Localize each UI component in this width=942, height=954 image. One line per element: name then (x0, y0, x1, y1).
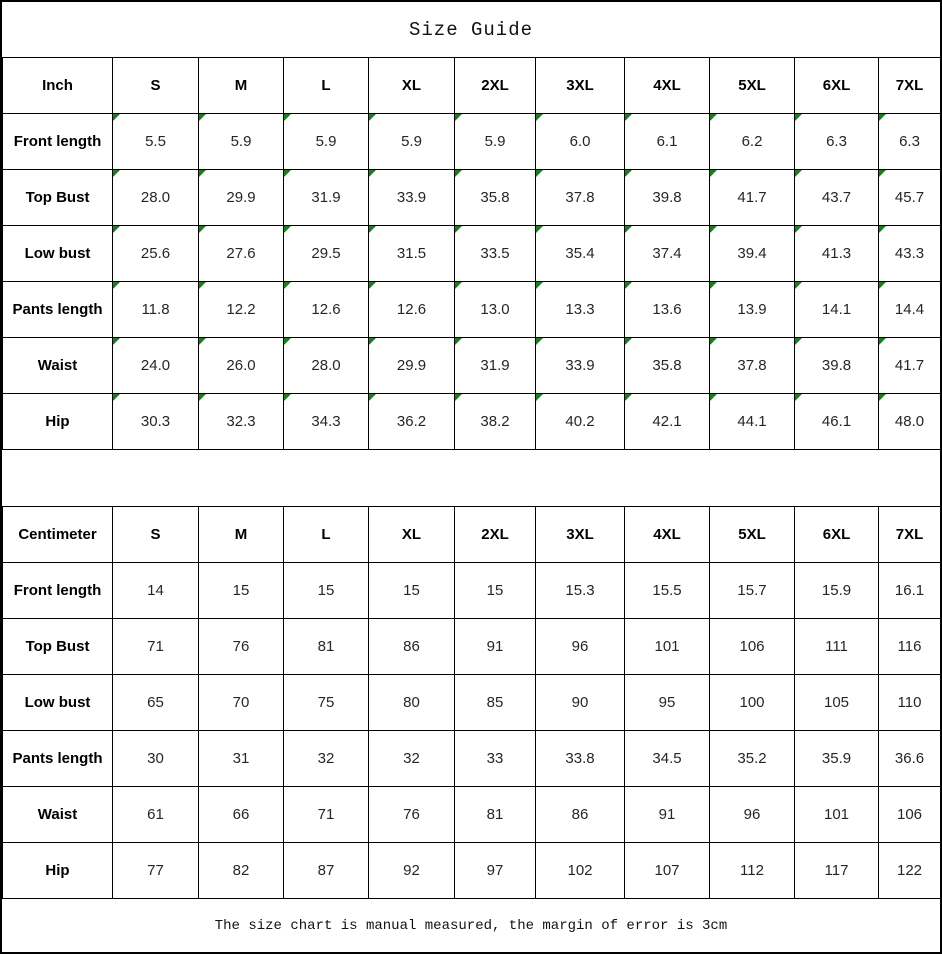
green-corner-flag-icon (369, 282, 376, 289)
value-cell: 34.3 (284, 394, 369, 450)
value-cell: 65 (113, 675, 199, 731)
value-cell: 37.8 (710, 338, 795, 394)
row-label-cell: Waist (3, 338, 113, 394)
green-corner-flag-icon (113, 114, 120, 121)
value-cell: 29.9 (369, 338, 455, 394)
value-cell: 35.8 (625, 338, 710, 394)
green-corner-flag-icon (625, 394, 632, 401)
green-corner-flag-icon (199, 170, 206, 177)
green-corner-flag-icon (113, 394, 120, 401)
size-column-header: 3XL (536, 507, 625, 563)
green-corner-flag-icon (284, 282, 291, 289)
value-cell: 41.3 (795, 226, 879, 282)
green-corner-flag-icon (113, 282, 120, 289)
green-corner-flag-icon (710, 282, 717, 289)
value-cell: 86 (369, 619, 455, 675)
value-cell: 27.6 (199, 226, 284, 282)
green-corner-flag-icon (113, 338, 120, 345)
value-cell: 14 (113, 563, 199, 619)
value-cell: 42.1 (625, 394, 710, 450)
size-column-header: 7XL (879, 507, 941, 563)
measurement-row (3, 282, 941, 338)
value-cell: 48.0 (879, 394, 941, 450)
measurement-row (3, 787, 941, 843)
green-corner-flag-icon (284, 226, 291, 233)
green-corner-flag-icon (536, 114, 543, 121)
green-corner-flag-icon (710, 226, 717, 233)
value-cell: 90 (536, 675, 625, 731)
green-corner-flag-icon (536, 282, 543, 289)
value-cell: 96 (536, 619, 625, 675)
green-corner-flag-icon (455, 114, 462, 121)
green-corner-flag-icon (879, 282, 886, 289)
green-corner-flag-icon (369, 114, 376, 121)
value-cell: 33 (455, 731, 536, 787)
row-label-cell: Low bust (3, 226, 113, 282)
value-cell: 29.5 (284, 226, 369, 282)
value-cell: 15.7 (710, 563, 795, 619)
green-corner-flag-icon (455, 170, 462, 177)
value-cell: 43.3 (879, 226, 941, 282)
value-cell: 15.5 (625, 563, 710, 619)
value-cell: 40.2 (536, 394, 625, 450)
value-cell: 116 (879, 619, 941, 675)
value-cell: 13.3 (536, 282, 625, 338)
green-corner-flag-icon (710, 338, 717, 345)
row-label-cell: Hip (3, 843, 113, 899)
value-cell: 31.9 (284, 170, 369, 226)
value-cell: 5.5 (113, 114, 199, 170)
value-cell: 101 (795, 787, 879, 843)
measurement-row (3, 338, 941, 394)
value-cell: 5.9 (369, 114, 455, 170)
size-column-header: 4XL (625, 58, 710, 114)
value-cell: 36.6 (879, 731, 941, 787)
page-title: Size Guide (408, 18, 534, 41)
value-cell: 38.2 (455, 394, 536, 450)
value-cell: 82 (199, 843, 284, 899)
value-cell: 28.0 (284, 338, 369, 394)
green-corner-flag-icon (710, 170, 717, 177)
value-cell: 16.1 (879, 563, 941, 619)
centimeter-size-table (2, 506, 941, 899)
value-cell: 102 (536, 843, 625, 899)
size-column-header: XL (369, 507, 455, 563)
value-cell: 6.1 (625, 114, 710, 170)
value-cell: 6.0 (536, 114, 625, 170)
value-cell: 6.3 (795, 114, 879, 170)
value-cell: 34.5 (625, 731, 710, 787)
value-cell: 111 (795, 619, 879, 675)
green-corner-flag-icon (369, 338, 376, 345)
value-cell: 30 (113, 731, 199, 787)
green-corner-flag-icon (625, 338, 632, 345)
row-label-cell: Top Bust (3, 170, 113, 226)
value-cell: 35.2 (710, 731, 795, 787)
value-cell: 32 (369, 731, 455, 787)
size-column-header: 4XL (625, 507, 710, 563)
green-corner-flag-icon (625, 170, 632, 177)
value-cell: 35.8 (455, 170, 536, 226)
value-cell: 12.6 (369, 282, 455, 338)
value-cell: 71 (113, 619, 199, 675)
value-cell: 13.9 (710, 282, 795, 338)
size-column-header: 3XL (536, 58, 625, 114)
measurement-row (3, 394, 941, 450)
green-corner-flag-icon (284, 170, 291, 177)
value-cell: 31.5 (369, 226, 455, 282)
size-header-row (3, 58, 941, 114)
value-cell: 26.0 (199, 338, 284, 394)
value-cell: 110 (879, 675, 941, 731)
row-label-cell: Front length (3, 563, 113, 619)
value-cell: 61 (113, 787, 199, 843)
value-cell: 29.9 (199, 170, 284, 226)
green-corner-flag-icon (795, 282, 802, 289)
value-cell: 76 (369, 787, 455, 843)
value-cell: 101 (625, 619, 710, 675)
row-label-cell: Hip (3, 394, 113, 450)
green-corner-flag-icon (795, 338, 802, 345)
value-cell: 75 (284, 675, 369, 731)
value-cell: 112 (710, 843, 795, 899)
value-cell: 13.0 (455, 282, 536, 338)
value-cell: 107 (625, 843, 710, 899)
size-column-header: M (199, 507, 284, 563)
green-corner-flag-icon (199, 338, 206, 345)
value-cell: 87 (284, 843, 369, 899)
green-corner-flag-icon (879, 170, 886, 177)
green-corner-flag-icon (625, 226, 632, 233)
value-cell: 91 (625, 787, 710, 843)
row-label-cell: Top Bust (3, 619, 113, 675)
value-cell: 85 (455, 675, 536, 731)
value-cell: 14.1 (795, 282, 879, 338)
green-corner-flag-icon (536, 226, 543, 233)
value-cell: 5.9 (199, 114, 284, 170)
value-cell: 32.3 (199, 394, 284, 450)
value-cell: 39.8 (795, 338, 879, 394)
table-gap (2, 450, 940, 506)
size-column-header: S (113, 58, 199, 114)
green-corner-flag-icon (369, 394, 376, 401)
green-corner-flag-icon (199, 226, 206, 233)
value-cell: 106 (879, 787, 941, 843)
value-cell: 37.4 (625, 226, 710, 282)
value-cell: 14.4 (879, 282, 941, 338)
size-column-header: L (284, 507, 369, 563)
value-cell: 45.7 (879, 170, 941, 226)
size-column-header: 6XL (795, 507, 879, 563)
value-cell: 117 (795, 843, 879, 899)
value-cell: 81 (455, 787, 536, 843)
measurement-row (3, 114, 941, 170)
value-cell: 106 (710, 619, 795, 675)
size-header-row (3, 507, 941, 563)
green-corner-flag-icon (710, 394, 717, 401)
value-cell: 33.5 (455, 226, 536, 282)
green-corner-flag-icon (625, 282, 632, 289)
row-label-cell: Low bust (3, 675, 113, 731)
value-cell: 33.9 (369, 170, 455, 226)
green-corner-flag-icon (879, 394, 886, 401)
green-corner-flag-icon (369, 170, 376, 177)
measurement-row (3, 563, 941, 619)
green-corner-flag-icon (455, 394, 462, 401)
value-cell: 30.3 (113, 394, 199, 450)
value-cell: 86 (536, 787, 625, 843)
green-corner-flag-icon (284, 338, 291, 345)
green-corner-flag-icon (879, 338, 886, 345)
measurement-row (3, 226, 941, 282)
value-cell: 35.9 (795, 731, 879, 787)
green-corner-flag-icon (710, 114, 717, 121)
size-column-header: 6XL (795, 58, 879, 114)
value-cell: 39.4 (710, 226, 795, 282)
green-corner-flag-icon (625, 114, 632, 121)
value-cell: 100 (710, 675, 795, 731)
value-cell: 80 (369, 675, 455, 731)
green-corner-flag-icon (795, 226, 802, 233)
unit-header-cell: Inch (3, 58, 113, 114)
value-cell: 31 (199, 731, 284, 787)
measurement-row (3, 619, 941, 675)
value-cell: 12.6 (284, 282, 369, 338)
green-corner-flag-icon (369, 226, 376, 233)
value-cell: 77 (113, 843, 199, 899)
green-corner-flag-icon (879, 226, 886, 233)
value-cell: 35.4 (536, 226, 625, 282)
value-cell: 11.8 (113, 282, 199, 338)
green-corner-flag-icon (199, 282, 206, 289)
green-corner-flag-icon (795, 114, 802, 121)
green-corner-flag-icon (879, 114, 886, 121)
green-corner-flag-icon (536, 394, 543, 401)
value-cell: 31.9 (455, 338, 536, 394)
value-cell: 76 (199, 619, 284, 675)
size-column-header: L (284, 58, 369, 114)
value-cell: 66 (199, 787, 284, 843)
green-corner-flag-icon (536, 170, 543, 177)
value-cell: 5.9 (284, 114, 369, 170)
green-corner-flag-icon (795, 170, 802, 177)
footer-note: The size chart is manual measured, the margin of error is 3cm (214, 917, 728, 934)
size-column-header: 5XL (710, 507, 795, 563)
value-cell: 25.6 (113, 226, 199, 282)
size-column-header: 2XL (455, 58, 536, 114)
value-cell: 15.9 (795, 563, 879, 619)
value-cell: 24.0 (113, 338, 199, 394)
value-cell: 15 (199, 563, 284, 619)
row-label-cell: Front length (3, 114, 113, 170)
value-cell: 105 (795, 675, 879, 731)
row-label-cell: Waist (3, 787, 113, 843)
value-cell: 43.7 (795, 170, 879, 226)
green-corner-flag-icon (284, 114, 291, 121)
unit-header-cell: Centimeter (3, 507, 113, 563)
size-column-header: 7XL (879, 58, 941, 114)
value-cell: 15 (284, 563, 369, 619)
value-cell: 71 (284, 787, 369, 843)
green-corner-flag-icon (795, 394, 802, 401)
size-column-header: 5XL (710, 58, 795, 114)
value-cell: 5.9 (455, 114, 536, 170)
value-cell: 37.8 (536, 170, 625, 226)
value-cell: 95 (625, 675, 710, 731)
value-cell: 44.1 (710, 394, 795, 450)
value-cell: 15.3 (536, 563, 625, 619)
size-column-header: M (199, 58, 284, 114)
size-column-header: 2XL (455, 507, 536, 563)
row-label-cell: Pants length (3, 282, 113, 338)
green-corner-flag-icon (284, 394, 291, 401)
green-corner-flag-icon (113, 170, 120, 177)
value-cell: 12.2 (199, 282, 284, 338)
value-cell: 97 (455, 843, 536, 899)
row-label-cell: Pants length (3, 731, 113, 787)
value-cell: 41.7 (879, 338, 941, 394)
value-cell: 13.6 (625, 282, 710, 338)
value-cell: 28.0 (113, 170, 199, 226)
measurement-row (3, 843, 941, 899)
value-cell: 6.3 (879, 114, 941, 170)
value-cell: 39.8 (625, 170, 710, 226)
measurement-row (3, 731, 941, 787)
value-cell: 6.2 (710, 114, 795, 170)
value-cell: 33.8 (536, 731, 625, 787)
green-corner-flag-icon (199, 114, 206, 121)
value-cell: 15 (369, 563, 455, 619)
measurement-row (3, 675, 941, 731)
green-corner-flag-icon (113, 226, 120, 233)
green-corner-flag-icon (455, 226, 462, 233)
value-cell: 41.7 (710, 170, 795, 226)
value-cell: 91 (455, 619, 536, 675)
value-cell: 122 (879, 843, 941, 899)
green-corner-flag-icon (455, 338, 462, 345)
measurement-row (3, 170, 941, 226)
value-cell: 33.9 (536, 338, 625, 394)
value-cell: 15 (455, 563, 536, 619)
value-cell: 81 (284, 619, 369, 675)
value-cell: 36.2 (369, 394, 455, 450)
value-cell: 92 (369, 843, 455, 899)
green-corner-flag-icon (536, 338, 543, 345)
value-cell: 96 (710, 787, 795, 843)
size-column-header: S (113, 507, 199, 563)
green-corner-flag-icon (199, 394, 206, 401)
value-cell: 32 (284, 731, 369, 787)
value-cell: 46.1 (795, 394, 879, 450)
green-corner-flag-icon (455, 282, 462, 289)
inch-size-table (2, 57, 941, 450)
value-cell: 70 (199, 675, 284, 731)
size-column-header: XL (369, 58, 455, 114)
